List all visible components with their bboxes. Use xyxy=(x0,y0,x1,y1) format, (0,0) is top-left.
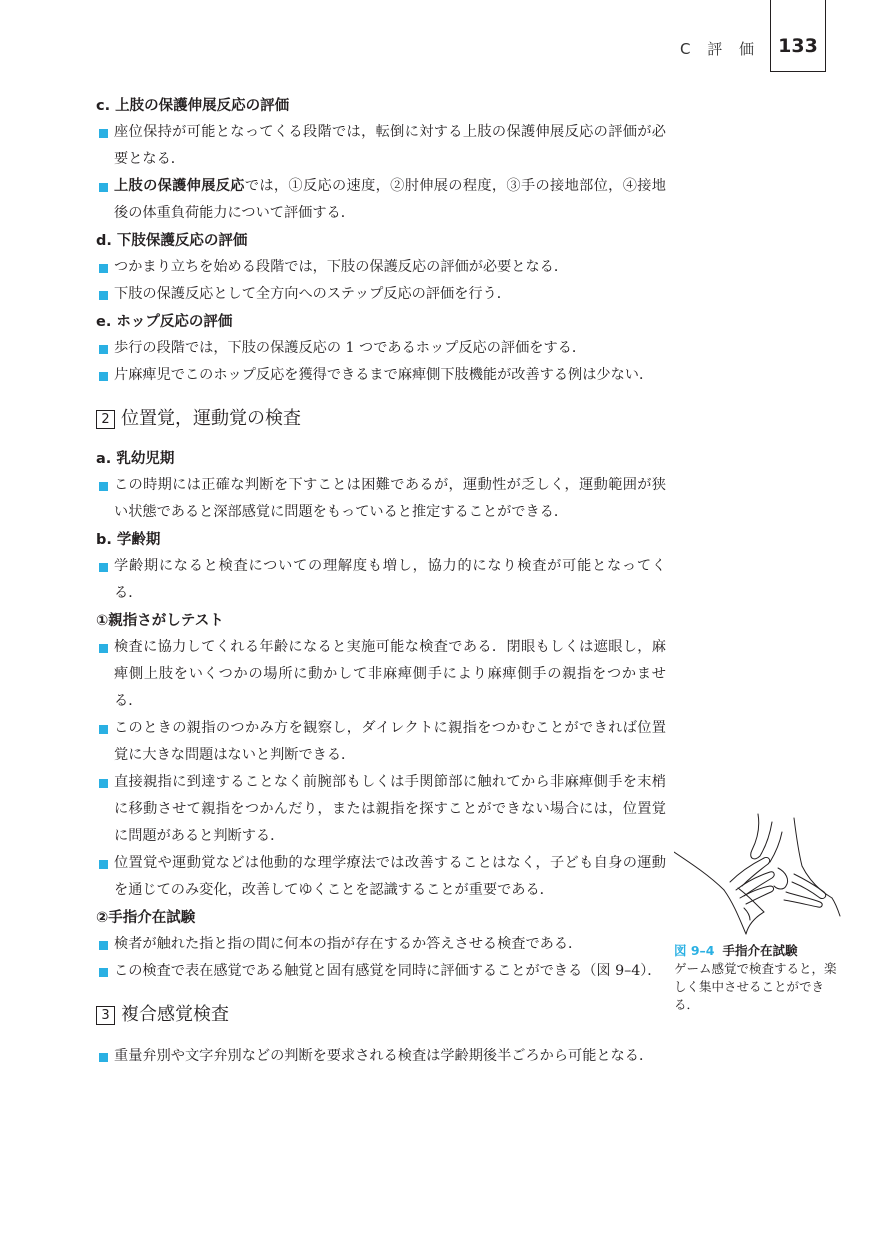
section-2-heading xyxy=(96,405,666,433)
figure-caption xyxy=(674,942,844,1014)
bullet-t2-1: 検者が触れた指と指の間に何本の指が存在するか答えさせる検査である． xyxy=(96,931,666,958)
bullet-t1-2: このときの親指のつかみ方を観察し，ダイレクトに親指をつかむことができれば位置覚に大きな問題はないと判断できる． xyxy=(96,715,666,769)
heading-d: d. 下肢保護反応の評価 xyxy=(96,233,248,249)
section-3-title: 複合感覚検査 xyxy=(121,1004,229,1025)
bullet-t1-1: 検査に協力してくれる年齢になると実施可能な検査である．閉眼もしくは遮眼し，麻痺側上肢をいくつかの場所に動かして非麻痺側手により麻痺側手の親指をつかませる． xyxy=(96,634,666,715)
heading-s2a: a. 乳幼児期 xyxy=(96,451,175,467)
bullet-s2b-1: 学齢期になると検査についての理解度も増し，協力的になり検査が可能となってくる． xyxy=(96,553,666,607)
section-number-box: 3 xyxy=(96,1006,115,1025)
hand-line-drawing-icon xyxy=(674,812,844,938)
bullet-c-1: 座位保持が可能となってくる段階では，転倒に対する上肢の保護伸展反応の評価が必要となる． xyxy=(96,119,666,173)
page-number: 133 xyxy=(770,0,826,72)
main-text xyxy=(96,94,666,1070)
bullet-s3-1: 重量弁別や文字弁別などの判断を要求される検査は学齢期後半ごろから可能となる． xyxy=(96,1043,666,1070)
bullet-d-1: つかまり立ちを始める段階では，下肢の保護反応の評価が必要となる． xyxy=(96,254,666,281)
figure-number: 図 9–4 xyxy=(674,943,715,958)
section-3-heading xyxy=(96,1001,666,1029)
section-number-box: 2 xyxy=(96,410,115,429)
figure-caption-text: ゲーム感覚で検査すると，楽しく集中させることができる． xyxy=(674,961,837,1012)
bold-term: 上肢の保護伸展反応 xyxy=(114,178,245,194)
heading-test-1: ①親指さがしテスト xyxy=(96,613,224,629)
bullet-t2-2: この検査で表在感覚である触覚と固有感覚を同時に評価することができる（図 9–4）． xyxy=(96,958,666,985)
bullet-t1-3: 直接親指に到達することなく前腕部もしくは手関節部に触れてから非麻痺側手を末梢に移動させて親指をつかんだり，または親指を探すことができない場合には，位置覚に問題があると判断する． xyxy=(96,769,666,850)
bullet-c-2-rest: では，①反応の速度，②肘伸展の程度，③手の接地部位，④接地後の体重負荷能力について評価する． xyxy=(114,178,666,221)
bullet-t1-4: 位置覚や運動覚などは他動的な理学療法では改善することはなく，子ども自身の運動を通じてのみ変化，改善してゆくことを認識することが重要である． xyxy=(96,850,666,904)
heading-e: e. ホップ反応の評価 xyxy=(96,314,233,330)
figure-title: 手指介在試験 xyxy=(722,943,798,958)
bullet-c-2 xyxy=(96,173,666,227)
section-2-title: 位置覚，運動覚の検査 xyxy=(121,408,301,429)
bullet-s2a-1: この時期には正確な判断を下すことは困難であるが，運動性が乏しく，運動範囲が狭い状態であると深部感覚に問題をもっていると推定することができる． xyxy=(96,472,666,526)
heading-c: c. 上肢の保護伸展反応の評価 xyxy=(96,98,290,114)
heading-s2b: b. 学齢期 xyxy=(96,532,161,548)
section-label: C 評 価 xyxy=(679,40,760,58)
heading-test-2: ②手指介在試験 xyxy=(96,910,196,926)
figure-9-4 xyxy=(674,812,844,1014)
bullet-e-2: 片麻痺児でこのホップ反応を獲得できるまで麻痺側下肢機能が改善する例は少ない． xyxy=(96,362,666,389)
bullet-e-1: 歩行の段階では，下肢の保護反応の 1 つであるホップ反応の評価をする． xyxy=(96,335,666,362)
running-head xyxy=(680,0,826,72)
bullet-d-2: 下肢の保護反応として全方向へのステップ反応の評価を行う． xyxy=(96,281,666,308)
